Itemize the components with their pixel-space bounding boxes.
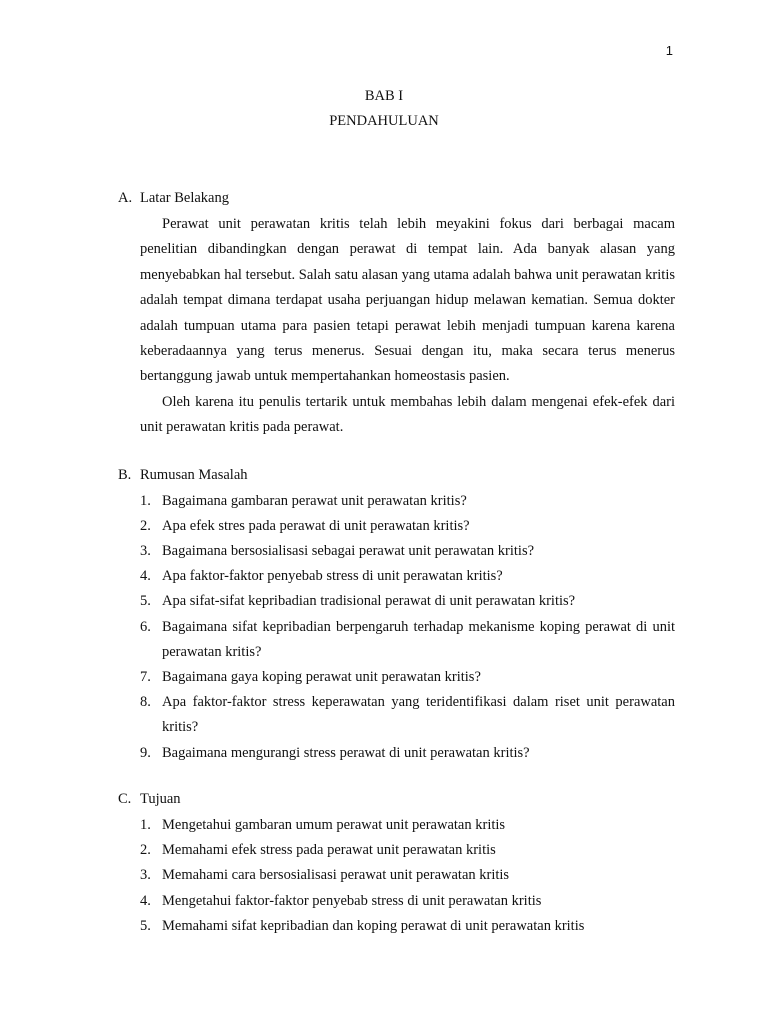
list-number: 6. xyxy=(140,618,151,635)
list-text: Memahami sifat kepribadian dan koping perawat di unit perawatan kritis xyxy=(162,917,585,934)
list-text: Apa sifat-sifat kepribadian tradisional perawat di unit perawatan kritis? xyxy=(162,593,576,610)
paragraph: Oleh karena itu penulis tertarik untuk membahas lebih dalam mengenai efek-efek dari unit perawatan kritis pada perawat. xyxy=(140,393,675,436)
paragraph: Perawat unit perawatan kritis telah lebih meyakini fokus dari berbagai macam penelitian dibandingkan dengan perawat di tempat lain. Ada banyak alasan yang menyebabkan hal tersebut. Salah satu alasan yang utama adalah bahwa unit perawatan kritis adalah tempat dimana terdapat usaha perjuangan hidup melawan kematian. Semua dokter adalah tumpuan utama para pasien tetapi perawat lebih menjadi tumpuan karena karena keberadaannya yang terus menerus. Sesuai dengan itu, maka secara terus menerus bertanggung jawab untuk mempertahankan homeostasis pasien. xyxy=(140,216,675,385)
section-letter: A. xyxy=(118,190,133,206)
list-text: Apa faktor-faktor penyebab stress di unit perawatan kritis? xyxy=(162,568,503,585)
list-text: Apa faktor-faktor stress keperawatan yang teridentifikasi dalam riset unit perawatan kritis? xyxy=(162,694,675,736)
list-text: Bagaimana sifat kepribadian berpengaruh terhadap mekanisme koping perawat di unit perawatan kritis? xyxy=(162,618,675,660)
list-item xyxy=(140,489,675,514)
list-number: 1. xyxy=(140,816,151,833)
list-item xyxy=(140,514,675,539)
list-number: 5. xyxy=(140,593,151,610)
list-number: 5. xyxy=(140,917,151,934)
list-item xyxy=(140,863,675,888)
section-a-heading xyxy=(118,187,675,212)
list-item xyxy=(140,813,675,838)
list-number: 4. xyxy=(140,892,151,909)
list-item xyxy=(140,564,675,589)
objective-list xyxy=(118,813,675,939)
list-text: Mengetahui gambaran umum perawat unit perawatan kritis xyxy=(162,816,506,833)
list-text: Bagaimana mengurangi stress perawat di unit perawatan kritis? xyxy=(162,744,530,761)
list-number: 2. xyxy=(140,517,151,534)
list-item xyxy=(140,589,675,614)
list-number: 3. xyxy=(140,867,151,884)
list-text: Bagaimana bersosialisasi sebagai perawat unit perawatan kritis? xyxy=(162,543,535,560)
section-title: Latar Belakang xyxy=(140,190,229,206)
section-letter: C. xyxy=(118,790,132,807)
section-title: Tujuan xyxy=(140,790,181,807)
list-item xyxy=(140,889,675,914)
list-item xyxy=(140,665,675,690)
chapter-heading: BAB I xyxy=(364,88,404,104)
list-text: Memahami cara bersosialisasi perawat unit perawatan kritis xyxy=(162,867,510,884)
section-c-heading xyxy=(118,788,675,813)
section-letter: B. xyxy=(118,466,132,483)
list-item xyxy=(140,914,675,939)
list-item xyxy=(140,838,675,863)
page-number: 1 xyxy=(665,43,673,58)
list-text: Memahami efek stress pada perawat unit perawatan kritis xyxy=(162,842,496,859)
list-number: 1. xyxy=(140,492,151,509)
list-item xyxy=(140,539,675,564)
list-text: Apa efek stres pada perawat di unit perawatan kritis? xyxy=(162,517,470,534)
document-body xyxy=(118,187,675,939)
list-number: 4. xyxy=(140,568,151,585)
section-title: Rumusan Masalah xyxy=(140,466,248,483)
list-number: 3. xyxy=(140,543,151,560)
list-item xyxy=(140,615,675,665)
list-number: 2. xyxy=(140,842,151,859)
problem-list xyxy=(118,489,675,766)
section-b-heading xyxy=(118,464,675,489)
list-text: Bagaimana gaya koping perawat unit perawatan kritis? xyxy=(162,669,481,686)
list-text: Bagaimana gambaran perawat unit perawatan kritis? xyxy=(162,492,467,509)
list-text: Mengetahui faktor-faktor penyebab stress di unit perawatan kritis xyxy=(162,892,542,909)
list-number: 8. xyxy=(140,694,151,711)
list-number: 9. xyxy=(140,744,151,761)
chapter-title: PENDAHULUAN xyxy=(329,113,439,129)
list-item xyxy=(140,690,675,740)
list-item xyxy=(140,741,675,766)
list-number: 7. xyxy=(140,669,151,686)
